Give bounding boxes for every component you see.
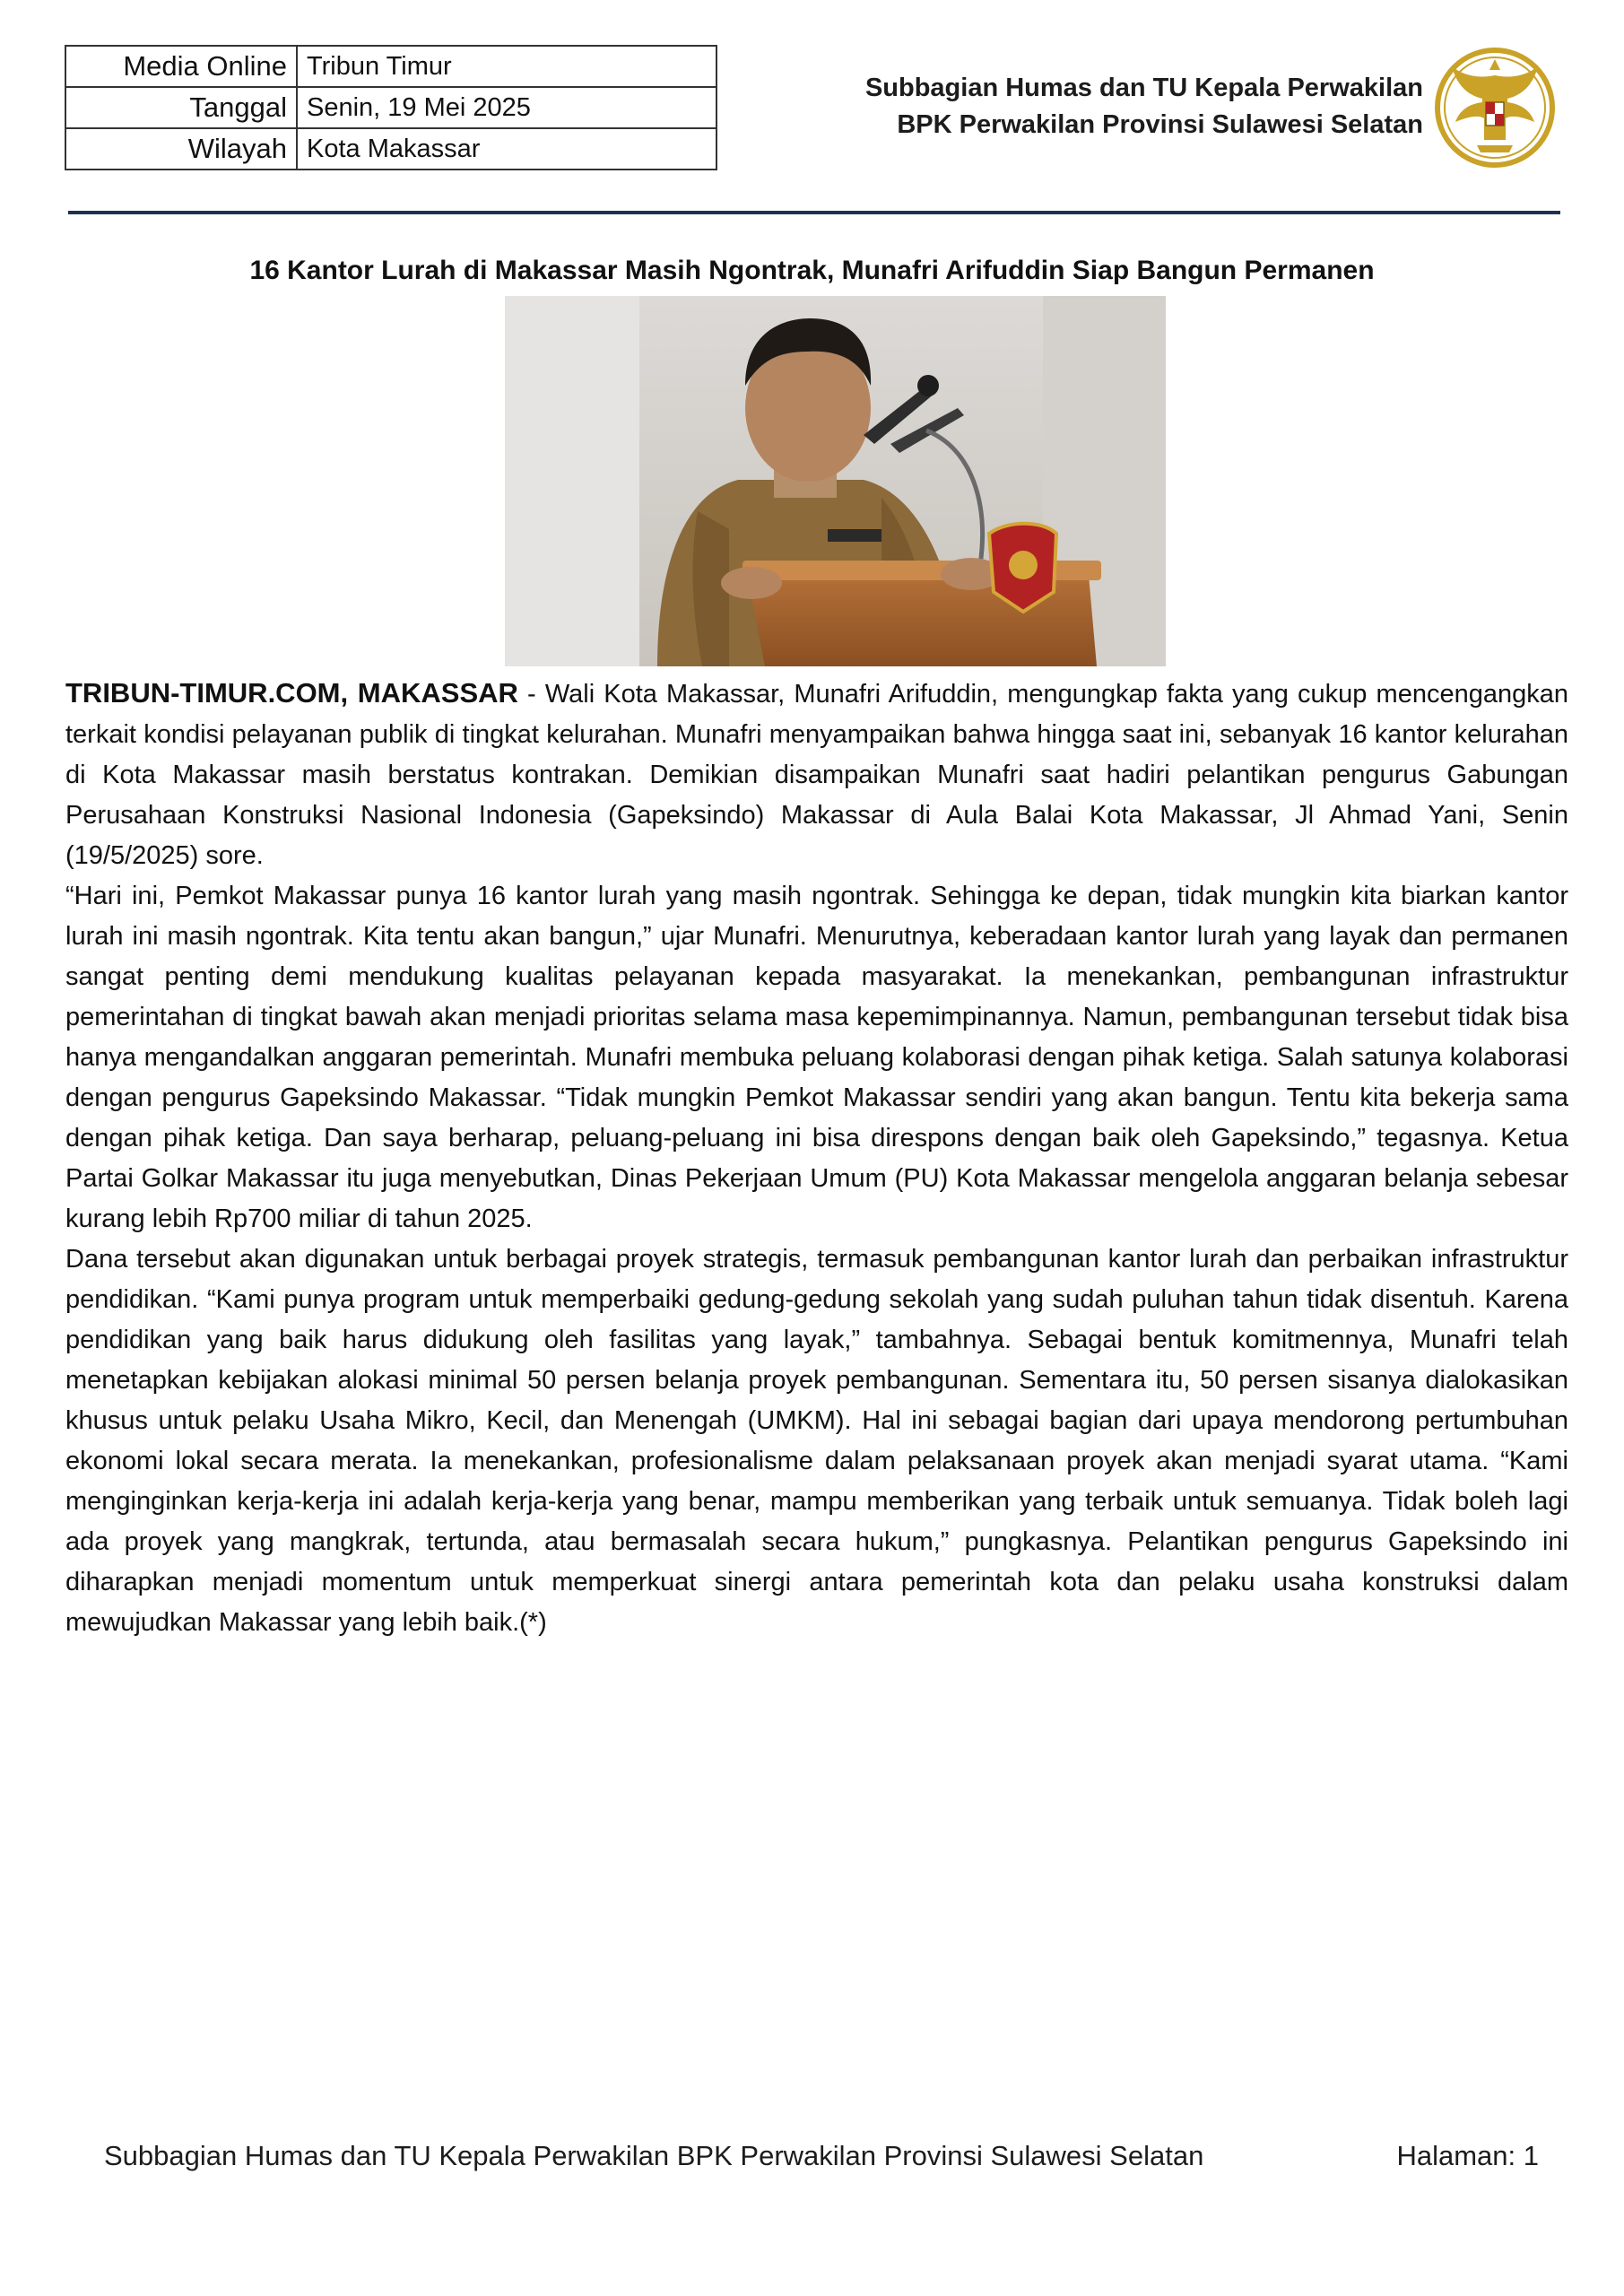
header-divider bbox=[68, 211, 1560, 214]
article-photo-speaker-at-podium bbox=[505, 296, 1166, 666]
date-label: Tanggal bbox=[65, 87, 297, 128]
agency-line-2: BPK Perwakilan Provinsi Sulawesi Selatan bbox=[897, 110, 1423, 139]
date-info-row bbox=[65, 87, 716, 128]
date-value: Senin, 19 Mei 2025 bbox=[297, 87, 716, 128]
article-paragraph: “Hari ini, Pemkot Makassar punya 16 kantor lurah yang masih ngontrak. Sehingga ke depan, tidak mungkin kita biarkan kantor lurah ini masih ngontrak. Kita tentu akan bangun,” ujar Munafri. Menurutnya, keberadaan kantor lurah yang layak dan permanen sangat penting demi mendukung kualitas pelayanan kepada masyarakat. Ia menekankan, pembangunan infrastruktur pemerintahan di tingkat bawah akan menjadi prioritas selama masa kepemimpinannya. Namun, pembangunan tersebut tidak bisa hanya mengandalkan anggaran pemerintah. Munafri membuka peluang kolaborasi dengan pihak ketiga. Salah satunya kolaborasi dengan pengurus Gapeksindo Makassar. “Tidak mungkin Pemkot Makassar sendiri yang akan bangun. Tentu kita bekerja sama dengan pihak ketiga. Dan saya berharap, peluang-peluang ini bisa direspons dengan baik oleh Gapeksindo,” tegasnya. Ketua Partai Golkar Makassar itu juga menyebutkan, Dinas Pekerjaan Umum (PU) Kota Makassar mengelola anggaran belanja sebesar kurang lebih Rp700 miliar di tahun 2025. bbox=[65, 882, 1568, 1233]
region-value: Kota Makassar bbox=[297, 128, 716, 170]
agency-heading bbox=[865, 70, 1423, 144]
media-value: Tribun Timur bbox=[297, 46, 716, 87]
footer-organization: Subbagian Humas dan TU Kepala Perwakilan BPK Perwakilan Provinsi Sulawesi Selatan bbox=[104, 2140, 1204, 2171]
region-info-row bbox=[65, 128, 716, 170]
media-label: Media Online bbox=[65, 46, 297, 87]
article-paragraph bbox=[65, 673, 1568, 876]
article-paragraph-1-text: - Wali Kota Makassar, Munafri Arifuddin, mengungkap fakta yang cukup mencengangkan terkait kondisi pelayanan publik di tingkat kelurahan. Munafri menyampaikan bahwa hingga saat ini, sebanyak 16 kantor kelurahan di Kota Makassar masih berstatus kontrakan. Demikian disampaikan Munafri saat hadiri pelantikan pengurus Gabungan Perusahaan Konstruksi Nasional Indonesia (Gapeksindo) Makassar di Aula Balai Kota Makassar, Jl Ahmad Yani, Senin (19/5/2025) sore. bbox=[65, 680, 1568, 870]
bpk-emblem-icon bbox=[1432, 39, 1558, 174]
media-info-row bbox=[65, 46, 716, 87]
region-label: Wilayah bbox=[65, 128, 297, 170]
page-number: Halaman: 1 bbox=[1396, 2140, 1539, 2171]
article-dateline: TRIBUN-TIMUR.COM, MAKASSAR bbox=[65, 677, 518, 709]
media-info-table bbox=[65, 45, 717, 170]
article-title: 16 Kantor Lurah di Makassar Masih Ngontrak, Munafri Arifuddin Siap Bangun Permanen bbox=[249, 256, 1375, 285]
article-body bbox=[65, 673, 1568, 1643]
article-paragraph: Dana tersebut akan digunakan untuk berbagai proyek strategis, termasuk pembangunan kantor lurah dan perbaikan infrastruktur pendidikan. “Kami punya program untuk memperbaiki gedung-gedung sekolah yang sudah puluhan tahun tidak disentuh. Karena pendidikan yang baik harus didukung oleh fasilitas yang layak,” tambahnya. Sebagai bentuk komitmennya, Munafri telah menetapkan kebijakan alokasi minimal 50 persen belanja proyek pembangunan. Sementara itu, 50 persen sisanya dialokasikan khusus untuk pelaku Usaha Mikro, Kecil, dan Menengah (UMKM). Hal ini sebagai bagian dari upaya mendorong pertumbuhan ekonomi lokal secara merata. Ia menekankan, profesionalisme dalam pelaksanaan proyek akan menjadi syarat utama. “Kami menginginkan kerja-kerja ini adalah kerja-kerja yang benar, mampu memberikan yang terbaik untuk semuanya. Tidak boleh lagi ada proyek yang mangkrak, tertunda, atau bermasalah secara hukum,” pungkasnya. Pelantikan pengurus Gapeksindo ini diharapkan menjadi momentum untuk memperkuat sinergi antara pemerintah kota dan pelaku usaha konstruksi dalam mewujudkan Makassar yang lebih baik.(*) bbox=[65, 1245, 1568, 1637]
agency-line-1: Subbagian Humas dan TU Kepala Perwakilan bbox=[864, 74, 1423, 102]
